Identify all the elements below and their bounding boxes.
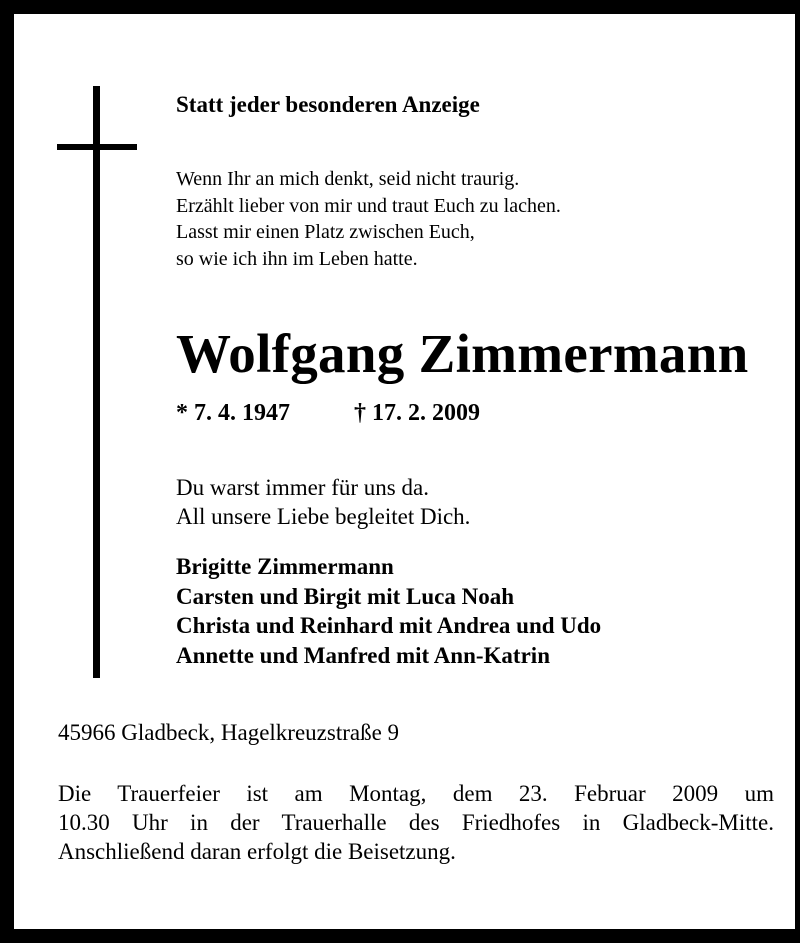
family-address: 45966 Gladbeck, Hagelkreuzstraße 9 (58, 720, 400, 745)
mourner-entry: Annette und Manfred mit Ann-Katrin (176, 642, 550, 668)
service-line: 10.30 Uhr in der Trauerhalle des Friedhofes in Gladbeck-Mitte. (58, 810, 774, 835)
notice-header: Statt jeder besonderen Anzeige (176, 92, 480, 117)
mourner-entry: Christa und Reinhard mit Andrea und Udo (176, 613, 602, 638)
mourner-entry: Carsten und Birgit mit Luca Noah (176, 583, 514, 609)
mourners-list (176, 552, 601, 670)
cross-icon-horizontal-bar (57, 144, 137, 150)
cross-icon-vertical-bar (93, 86, 100, 678)
funeral-service-info (58, 779, 774, 866)
verse-line: Wenn Ihr an mich denkt, seid nicht traurig. (176, 168, 520, 190)
service-line: Anschließend daran erfolgt die Beisetzung. (58, 839, 456, 864)
birth-date: * 7. 4. 1947 (176, 400, 290, 426)
verse-line: so wie ich ihn im Leben hatte. (176, 247, 418, 270)
verse-line: Erzählt lieber von mir und traut Euch zu lachen. (176, 194, 561, 217)
verse-line: Lasst mir einen Platz zwischen Euch, (176, 221, 475, 243)
death-date: † 17. 2. 2009 (354, 400, 480, 426)
service-line: Die Trauerfeier ist am Montag, dem 23. Februar 2009 um (58, 781, 774, 806)
closing-words (176, 473, 470, 531)
mourner-entry: Brigitte Zimmermann (176, 554, 394, 579)
memorial-verse (176, 166, 561, 272)
life-dates (176, 400, 480, 427)
closing-line: Du warst immer für uns da. (176, 475, 429, 500)
deceased-name: Wolfgang Zimmermann (176, 323, 749, 384)
closing-line: All unsere Liebe begleitet Dich. (176, 504, 471, 529)
